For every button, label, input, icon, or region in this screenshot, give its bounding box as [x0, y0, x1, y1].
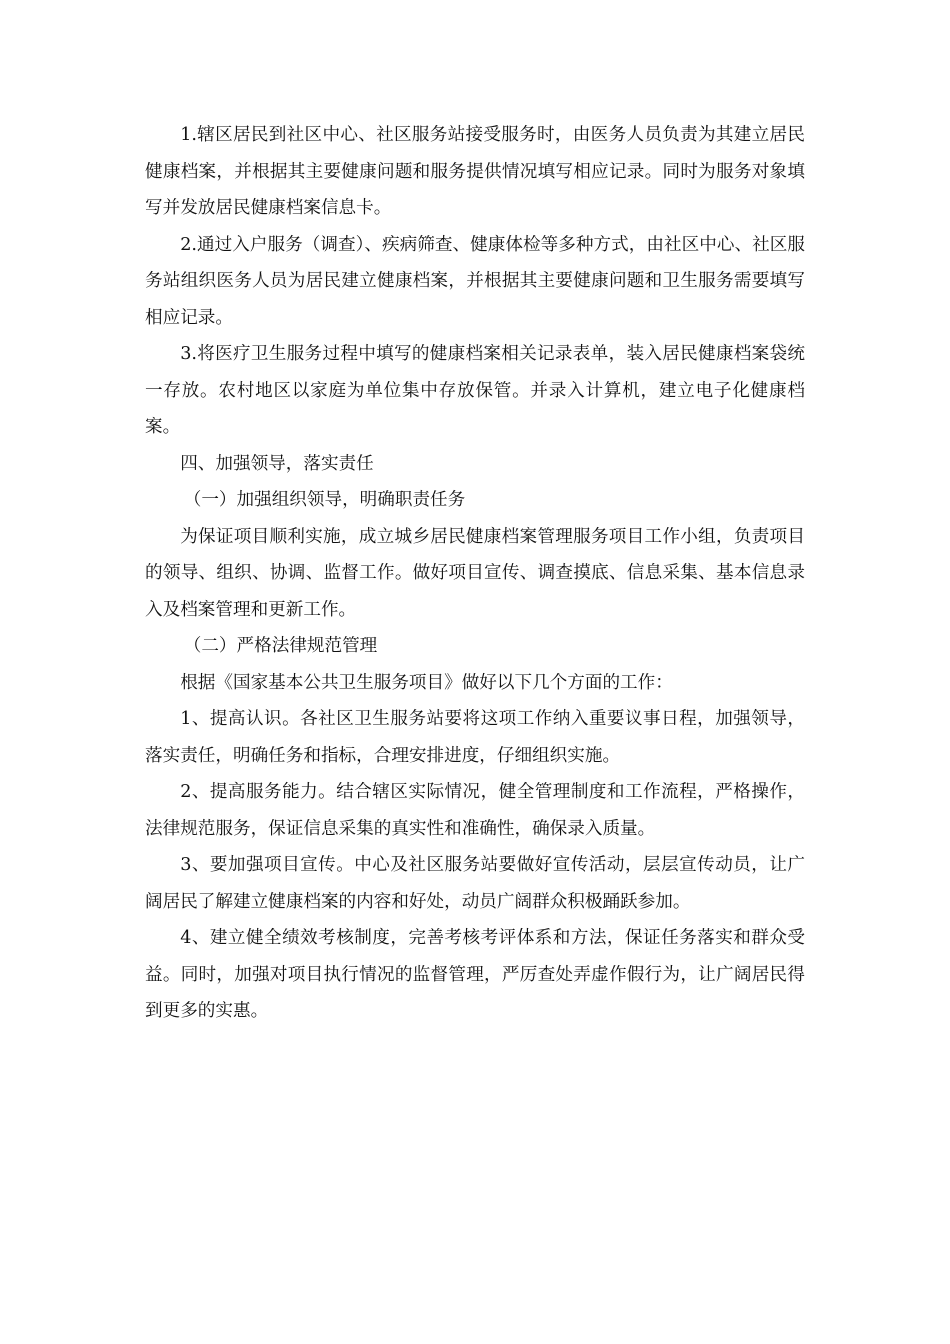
subsection-heading-1: （一）加强组织领导，明确职责任务	[183, 490, 466, 510]
paragraph-work-item-1: 1、提高认识。各社区卫生服务站要将这项工作纳入重要议事日程，加强领导，落实责任，明确任务和指标，合理安排进度，仔细组织实施。	[145, 709, 805, 766]
paragraph-work-item-4: 4、建立健全绩效考核制度，完善考核考评体系和方法，保证任务落实和群众受益。同时，加强对项目执行情况的监督管理，严厉查处弄虚作假行为，让广阔居民得到更多的实惠。	[145, 928, 805, 1021]
paragraph-work-item-3: 3、要加强项目宣传。中心及社区服务站要做好宣传活动，层层宣传动员，让广阔居民了解建立健康档案的内容和好处，动员广阔群众积极踊跃参加。	[145, 855, 805, 912]
paragraph-item-1: 1.辖区居民到社区中心、社区服务站接受服务时，由医务人员负责为其建立居民健康档案，并根据其主要健康问题和服务提供情况填写相应记录。同时为服务对象填写并发放居民健康档案信息卡。	[145, 125, 805, 218]
paragraph-project-team: 为保证项目顺利实施，成立城乡居民健康档案管理服务项目工作小组，负责项目的领导、组织、协调、监督工作。做好项目宣传、调查摸底、信息采集、基本信息录入及档案管理和更新工作。	[145, 526, 805, 620]
paragraph-item-3: 3.将医疗卫生服务过程中填写的健康档案相关记录表单，装入居民健康档案袋统一存放。农村地区以家庭为单位集中存放保管。并录入计算机，建立电子化健康档案。	[145, 344, 805, 437]
paragraph-work-item-2: 2、提高服务能力。结合辖区实际情况，健全管理制度和工作流程，严格操作，法律规范服务，保证信息采集的真实性和准确性，确保录入质量。	[145, 782, 805, 839]
paragraph-item-2: 2.通过入户服务（调查）、疾病筛查、健康体检等多种方式，由社区中心、社区服务站组织医务人员为居民建立健康档案，并根据其主要健康问题和卫生服务需要填写相应记录。	[145, 234, 805, 328]
subsection-heading-2: （二）严格法律规范管理	[183, 636, 378, 656]
paragraph-work-intro: 根据《国家基本公共卫生服务项目》做好以下几个方面的工作：	[180, 672, 673, 693]
document-body	[145, 117, 805, 1030]
section-heading-4: 四、加强领导，落实责任	[180, 453, 374, 474]
